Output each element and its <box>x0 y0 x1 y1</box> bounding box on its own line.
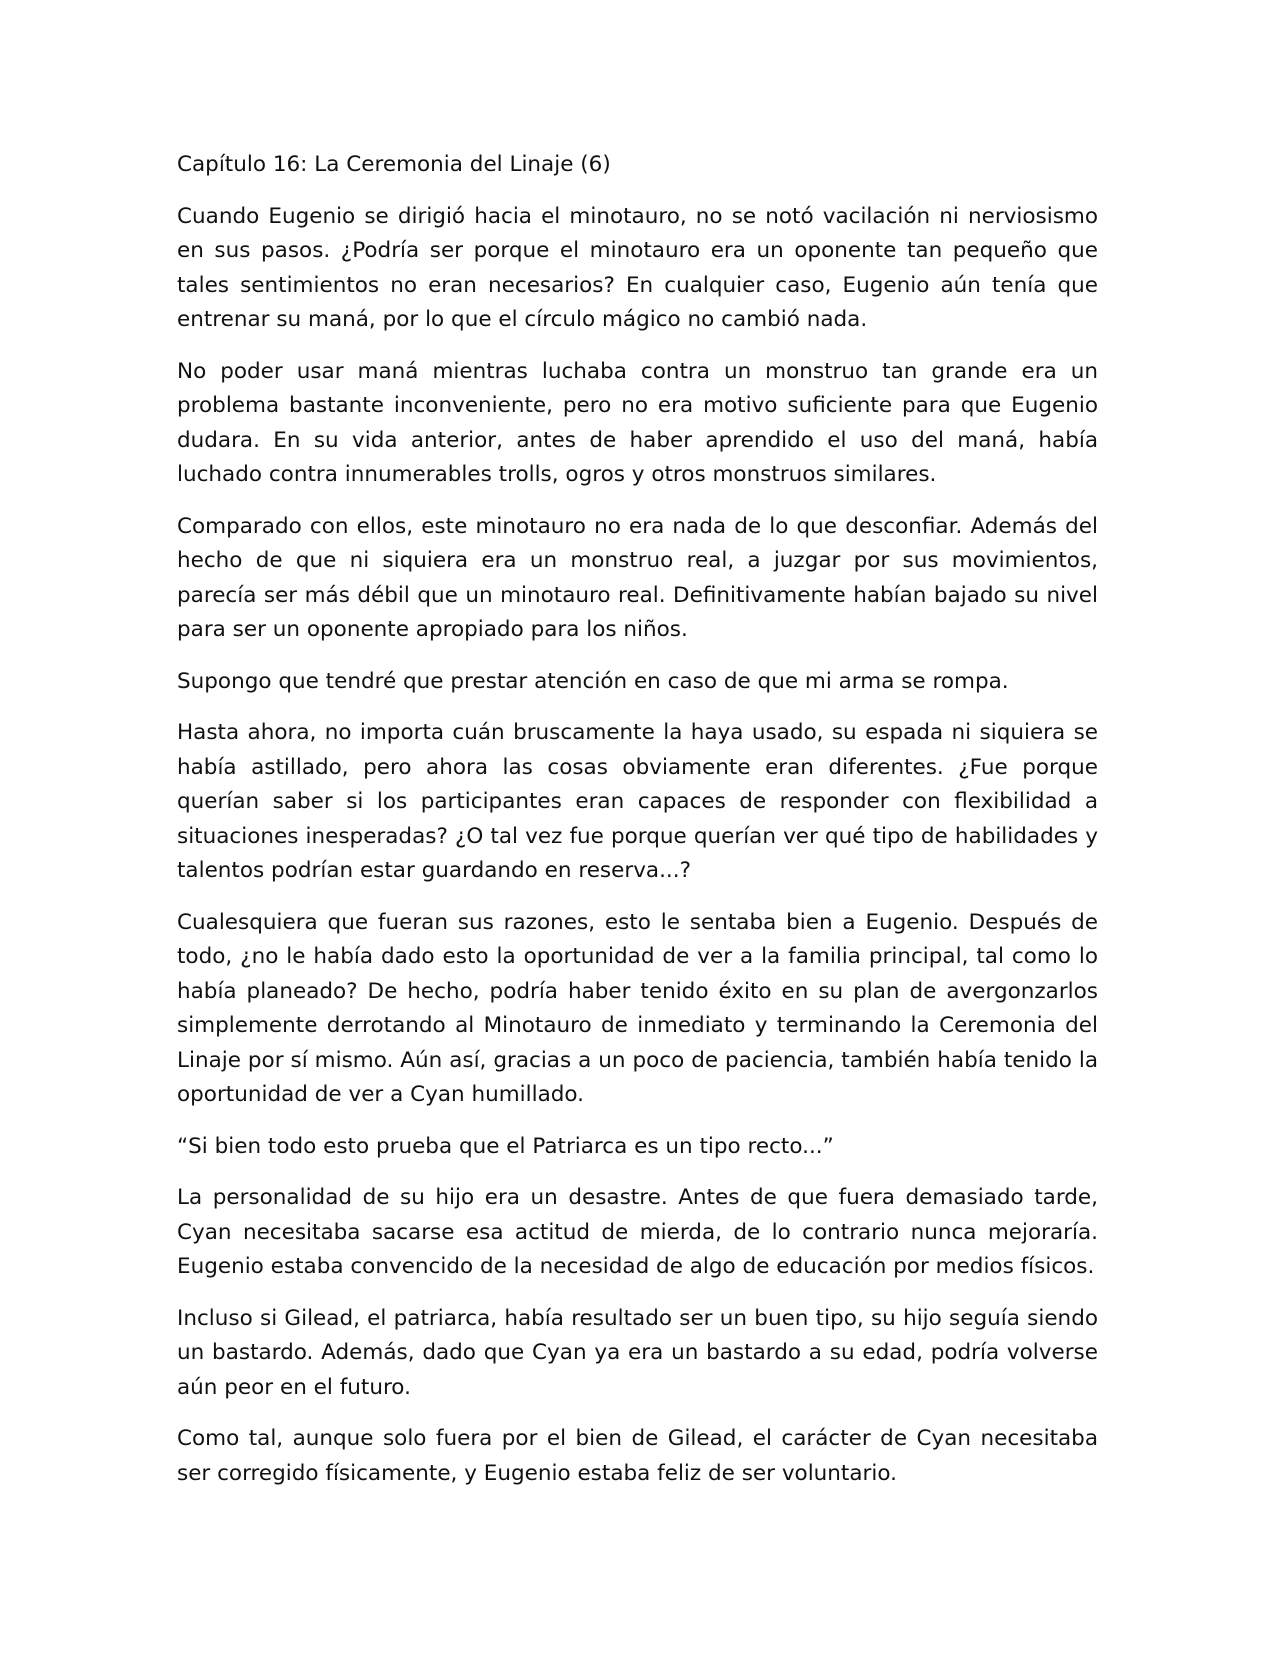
paragraph-6: Cualesquiera que fueran sus razones, esto le sentaba bien a Eugenio. Después de todo, ¿no le había dado esto la oportunidad de ver a la familia principal, tal como lo había planeado? De hecho, podría haber tenido éxito en su plan de avergonzarlos simplemente derrotando al Minotauro de inmediato y terminando la Ceremonia del Linaje por sí mismo. Aún así, gracias a un poco de paciencia, también había tenido la oportunidad de ver a Cyan humillado. <box>177 909 1098 1107</box>
paragraph-10: Como tal, aunque solo fuera por el bien de Gilead, el carácter de Cyan necesitaba ser corregido físicamente, y Eugenio estaba feliz de ser voluntario. <box>177 1426 1098 1486</box>
paragraph-4: Supongo que tendré que prestar atención en caso de que mi arma se rompa. <box>177 668 1009 694</box>
paragraph-1: Cuando Eugenio se dirigió hacia el minotauro, no se notó vacilación ni nerviosismo en sus pasos. ¿Podría ser porque el minotauro era un oponente tan pequeño que tales sentimientos no eran necesarios? En cualquier caso, Eugenio aún tenía que entrenar su maná, por lo que el círculo mágico no cambió nada. <box>177 203 1098 332</box>
paragraph-7: “Si bien todo esto prueba que el Patriarca es un tipo recto...” <box>177 1133 834 1159</box>
paragraph-2: No poder usar maná mientras luchaba contra un monstruo tan grande era un problema bastante inconveniente, pero no era motivo suficiente para que Eugenio dudara. En su vida anterior, antes de haber aprendido el uso del maná, había luchado contra innumerables trolls, ogros y otros monstruos similares. <box>177 358 1098 487</box>
paragraph-8: La personalidad de su hijo era un desastre. Antes de que fuera demasiado tarde, Cyan necesitaba sacarse esa actitud de mierda, de lo contrario nunca mejoraría. Eugenio estaba convencido de la necesidad de algo de educación por medios físicos. <box>177 1185 1098 1279</box>
paragraph-9: Incluso si Gilead, el patriarca, había resultado ser un buen tipo, su hijo seguía siendo un bastardo. Además, dado que Cyan ya era un bastardo a su edad, podría volverse aún peor en el futuro. <box>177 1305 1098 1400</box>
chapter-title: Capítulo 16: La Ceremonia del Linaje (6) <box>177 152 611 177</box>
paragraph-5: Hasta ahora, no importa cuán bruscamente la haya usado, su espada ni siquiera se había astillado, pero ahora las cosas obviamente eran diferentes. ¿Fue porque querían saber si los participantes eran capaces de responder con flexibilidad a situaciones inesperadas? ¿O tal vez fue porque querían ver qué tipo de habilidades y talentos podrían estar guardando en reserva...? <box>177 720 1098 883</box>
document-page <box>177 148 1098 1508</box>
paragraph-3: Comparado con ellos, este minotauro no era nada de lo que desconfiar. Además del hecho de que ni siquiera era un monstruo real, a juzgar por sus movimientos, parecía ser más débil que un minotauro real. Definitivamente habían bajado su nivel para ser un oponente apropiado para los niños. <box>177 513 1098 642</box>
